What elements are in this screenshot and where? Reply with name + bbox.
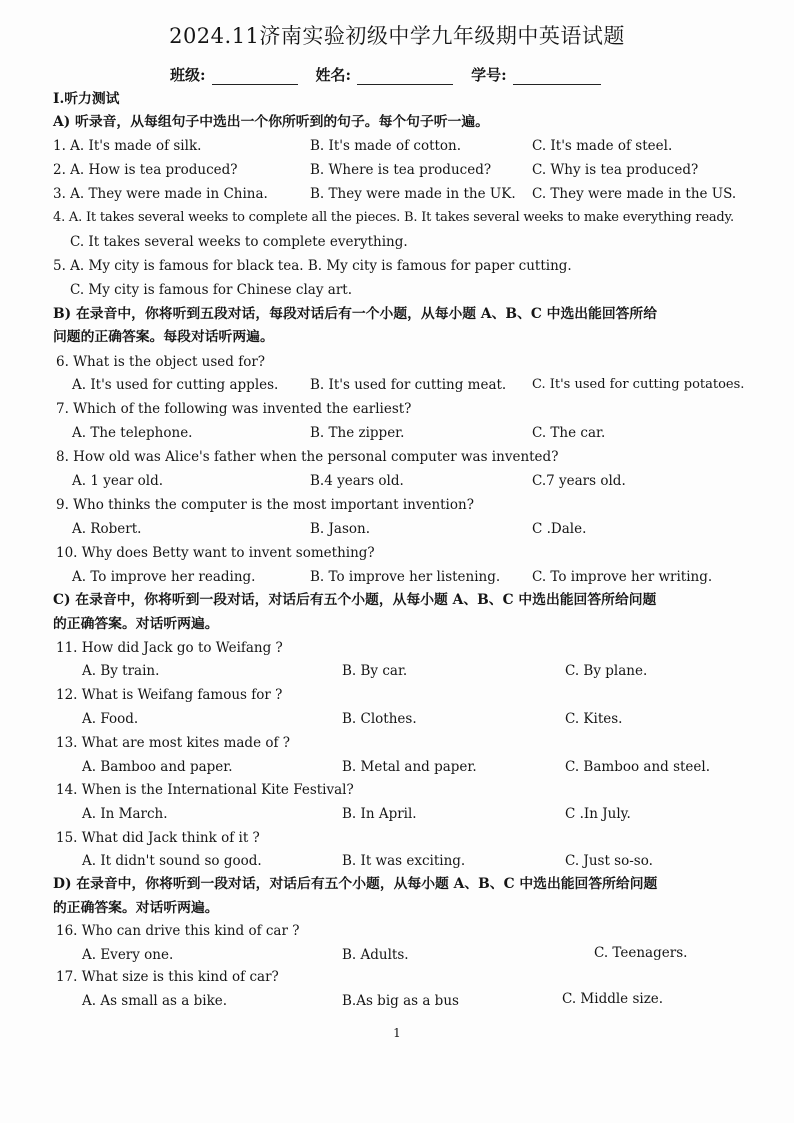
q3-option-b: B. They were made in the UK. (310, 186, 516, 202)
q1-option-b: B. It's made of cotton. (310, 138, 462, 154)
q12-option-c: C. Kites. (565, 711, 623, 727)
q13-option-c: C. Bamboo and steel. (565, 759, 711, 775)
q9-question: 9. Who thinks the computer is the most important invention? (56, 497, 474, 513)
q17-option-c: C. Middle size. (562, 991, 664, 1007)
q11-question: 11. How did Jack go to Weifang ? (56, 640, 283, 656)
q4-line1: 4. A. It takes several weeks to complete all the pieces. B. It takes several weeks to make everything ready. (53, 210, 734, 225)
q6-option-b: B. It's used for cutting meat. (310, 377, 507, 393)
q12-option-b: B. Clothes. (342, 711, 417, 727)
number-label: 学号: (471, 66, 507, 84)
q13-option-a: A. Bamboo and paper. (82, 759, 233, 775)
q6-question: 6. What is the object used for? (56, 354, 266, 370)
q3-option-c: C. They were made in the US. (532, 186, 737, 202)
part-c-instruction-1: C) 在录音中，你将听到一段对话，对话后有五个小题，从每小题 A、B、C 中选出能回答所给问题 (53, 592, 657, 608)
q16-option-b: B. Adults. (342, 947, 409, 963)
exam-title: 2024.11济南实验初级中学九年级期中英语试题 (169, 24, 625, 48)
number-blank[interactable] (513, 68, 601, 85)
q2-option-b: B. Where is tea produced? (310, 162, 492, 178)
q10-question: 10. Why does Betty want to invent something? (56, 545, 375, 561)
q14-question: 14. When is the International Kite Festival? (56, 782, 354, 798)
q8-question: 8. How old was Alice's father when the personal computer was invented? (56, 449, 559, 465)
q11-option-b: B. By car. (342, 663, 408, 679)
q15-option-a: A. It didn't sound so good. (82, 853, 262, 869)
q15-option-c: C. Just so-so. (565, 853, 653, 869)
q9-option-c: C .Dale. (532, 521, 587, 537)
q8-option-c: C.7 years old. (532, 473, 626, 489)
q4-line2: C. It takes several weeks to complete everything. (70, 234, 408, 250)
part-b-instruction-1: B) 在录音中，你将听到五段对话，每段对话后有一个小题，从每小题 A、B、C 中选出能回答所给 (53, 306, 658, 322)
q17-question: 17. What size is this kind of car? (56, 969, 279, 985)
q7-question: 7. Which of the following was invented the earliest? (56, 401, 412, 417)
q8-option-b: B.4 years old. (310, 473, 404, 489)
q14-option-a: A. In March. (82, 806, 168, 822)
q10-option-a: A. To improve her reading. (72, 569, 256, 585)
q15-question: 15. What did Jack think of it ? (56, 830, 260, 846)
q17-option-a: A. As small as a bike. (82, 993, 228, 1009)
page-number: 1 (393, 1026, 401, 1040)
q16-option-c: C. Teenagers. (594, 945, 688, 961)
part-b-instruction-2: 问题的正确答案。每段对话听两遍。 (53, 329, 274, 345)
class-label: 班级: (170, 66, 206, 84)
q16-option-a: A. Every one. (82, 947, 174, 963)
q6-option-a: A. It's used for cutting apples. (72, 377, 279, 393)
q10-option-b: B. To improve her listening. (310, 569, 501, 585)
q11-option-a: A. By train. (82, 663, 160, 679)
part-a-instruction: A) 听录音，从每组句子中选出一个你所听到的句子。每个句子听一遍。 (53, 114, 489, 130)
q2-option-c: C. Why is tea produced? (532, 162, 699, 178)
q13-option-b: B. Metal and paper. (342, 759, 477, 775)
q11-option-c: C. By plane. (565, 663, 648, 679)
q7-option-b: B. The zipper. (310, 425, 405, 441)
q6-option-c: C. It's used for cutting potatoes. (532, 377, 745, 392)
q3-option-a: 3. A. They were made in China. (53, 186, 268, 202)
part-d-instruction-2: 的正确答案。对话听两遍。 (53, 900, 219, 916)
q8-option-a: A. 1 year old. (72, 473, 163, 489)
q7-option-c: C. The car. (532, 425, 606, 441)
q12-question: 12. What is Weifang famous for ? (56, 687, 283, 703)
q5-line1: 5. A. My city is famous for black tea. B. My city is famous for paper cutting. (53, 258, 572, 274)
q17-option-b: B.As big as a bus (342, 993, 459, 1009)
name-blank[interactable] (357, 68, 453, 85)
q1-option-c: C. It's made of steel. (532, 138, 673, 154)
class-blank[interactable] (212, 68, 298, 85)
q9-option-a: A. Robert. (72, 521, 142, 537)
name-label: 姓名: (315, 66, 352, 84)
section-title: I.听力测试 (53, 91, 120, 107)
part-d-instruction-1: D) 在录音中，你将听到一段对话，对话后有五个小题，从每小题 A、B、C 中选出能回答所给问题 (53, 876, 658, 892)
q14-option-b: B. In April. (342, 806, 417, 822)
q13-question: 13. What are most kites made of ? (56, 735, 291, 751)
q1-option-a: 1. A. It's made of silk. (53, 138, 202, 154)
q5-line2: C. My city is famous for Chinese clay art. (70, 282, 352, 298)
q15-option-b: B. It was exciting. (342, 853, 466, 869)
student-info-row (170, 64, 619, 85)
q10-option-c: C. To improve her writing. (532, 569, 713, 585)
q12-option-a: A. Food. (82, 711, 139, 727)
q9-option-b: B. Jason. (310, 521, 371, 537)
q14-option-c: C .In July. (565, 806, 631, 822)
q16-question: 16. Who can drive this kind of car ? (56, 923, 300, 939)
q2-option-a: 2. A. How is tea produced? (53, 162, 238, 178)
q7-option-a: A. The telephone. (72, 425, 193, 441)
part-c-instruction-2: 的正确答案。对话听两遍。 (53, 616, 219, 632)
